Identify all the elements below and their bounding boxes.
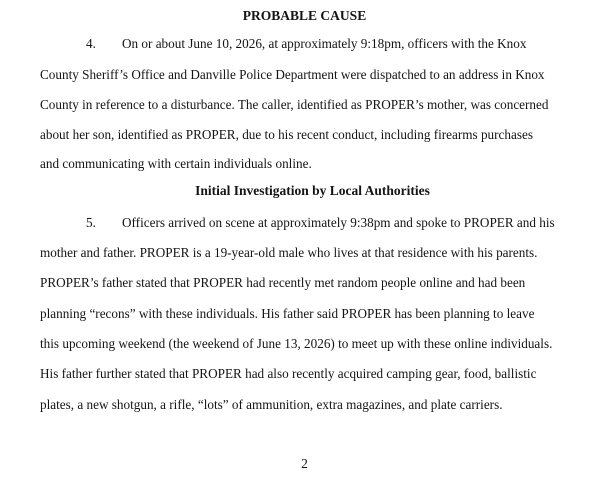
paragraph-line: PROPER’s father stated that PROPER had recently met random people online and had been [40, 275, 526, 290]
section-heading: PROBABLE CAUSE [242, 8, 367, 23]
paragraph-line: this upcoming weekend (the weekend of June 13, 2026) to meet up with these online individuals. [40, 336, 553, 351]
paragraph-line: mother and father. PROPER is a 19-year-old male who lives at that residence with his parents. [40, 245, 538, 260]
paragraph-line: and communicating with certain individuals online. [40, 156, 312, 171]
paragraph-number: 5. [86, 215, 96, 230]
paragraph-line [86, 215, 555, 231]
page-number: 2 [301, 456, 308, 471]
paragraph-text: On or about June 10, 2026, at approximately 9:18pm, officers with the Knox [122, 36, 527, 51]
paragraph-line: about her son, identified as PROPER, due to his recent conduct, including firearms purchases [40, 127, 533, 142]
paragraph-number: 4. [86, 36, 96, 51]
paragraph-text: Officers arrived on scene at approximately 9:38pm and spoke to PROPER and his [122, 215, 555, 230]
paragraph-line: plates, a new shotgun, a rifle, “lots” of ammunition, extra magazines, and plate carriers. [40, 397, 503, 412]
paragraph-line: planning “recons” with these individuals. His father said PROPER has been planning to leave [40, 306, 535, 321]
paragraph-line: County Sheriff’s Office and Danville Police Department were dispatched to an address in Knox [40, 67, 545, 82]
paragraph-line [86, 36, 526, 52]
paragraph-line: County in reference to a disturbance. The caller, identified as PROPER’s mother, was concerned [40, 97, 549, 112]
subsection-heading: Initial Investigation by Local Authorities [195, 183, 430, 198]
paragraph-line: His father further stated that PROPER had also recently acquired camping gear, food, ballistic [40, 366, 537, 381]
